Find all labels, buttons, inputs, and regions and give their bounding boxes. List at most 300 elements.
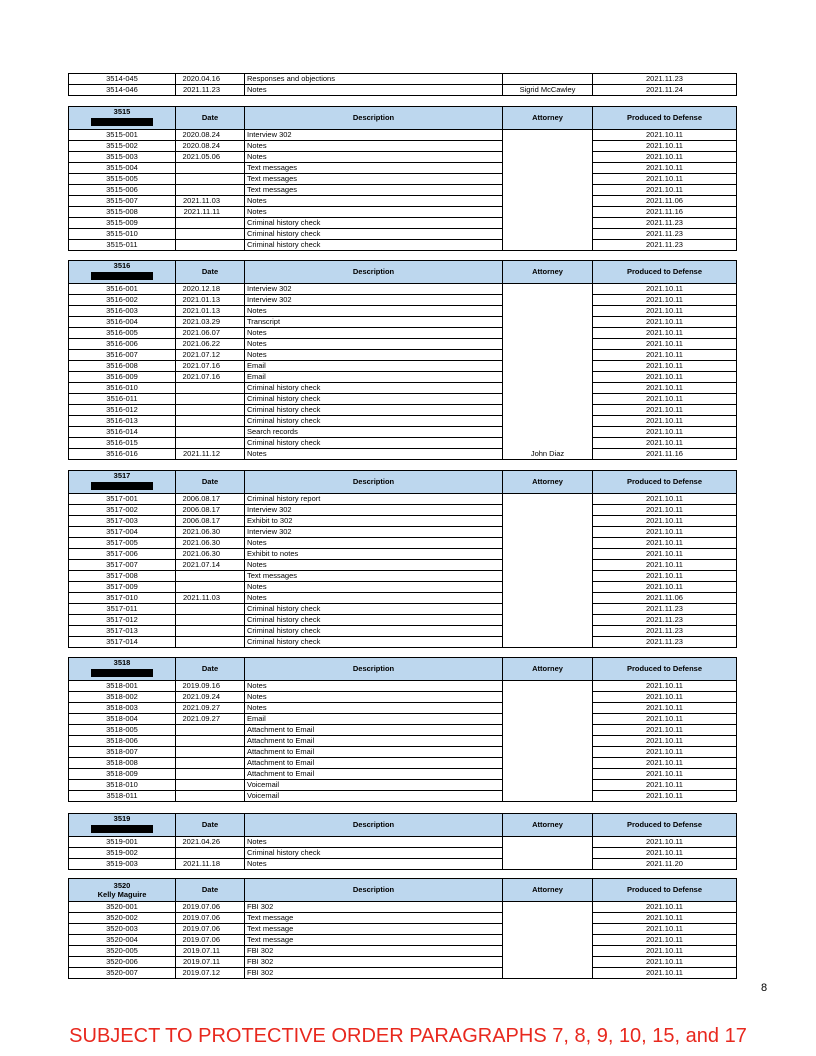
exhibit-description: Notes bbox=[245, 681, 503, 692]
table-row bbox=[69, 527, 737, 538]
produced-date: 2021.10.11 bbox=[593, 317, 737, 328]
exhibit-id: 3515-005 bbox=[69, 174, 176, 185]
exhibit-id: 3515-008 bbox=[69, 207, 176, 218]
table-row bbox=[69, 791, 737, 802]
table-row bbox=[69, 361, 737, 372]
exhibit-id: 3517-006 bbox=[69, 549, 176, 560]
exhibit-description: Criminal history check bbox=[245, 383, 503, 394]
exhibit-id: 3519-001 bbox=[69, 837, 176, 848]
produced-date: 2021.10.11 bbox=[593, 438, 737, 449]
exhibit-id: 3517-013 bbox=[69, 626, 176, 637]
exhibit-id: 3518-011 bbox=[69, 791, 176, 802]
exhibit-id: 3517-012 bbox=[69, 615, 176, 626]
table-row bbox=[69, 383, 737, 394]
exhibit-date: 2021.11.18 bbox=[176, 859, 245, 870]
table-row bbox=[69, 913, 737, 924]
table-row bbox=[69, 350, 737, 361]
exhibit-id: 3515-011 bbox=[69, 240, 176, 251]
witness-section-3520 bbox=[68, 878, 736, 979]
exhibit-id: 3516-003 bbox=[69, 306, 176, 317]
attorney-cell bbox=[503, 494, 593, 648]
table-row bbox=[69, 692, 737, 703]
produced-date: 2021.10.11 bbox=[593, 791, 737, 802]
witness-section-3516 bbox=[68, 260, 736, 460]
table-row bbox=[69, 405, 737, 416]
table-row bbox=[69, 935, 737, 946]
exhibit-date bbox=[176, 427, 245, 438]
table-row bbox=[69, 957, 737, 968]
table-header-row bbox=[69, 107, 737, 130]
produced-date: 2021.11.23 bbox=[593, 240, 737, 251]
exhibit-description: Notes bbox=[245, 207, 503, 218]
exhibit-description: Notes bbox=[245, 306, 503, 317]
protective-order-footer: SUBJECT TO PROTECTIVE ORDER PARAGRAPHS 7, 8, 9, 10, 15, and 17 bbox=[69, 1025, 747, 1047]
exhibit-id: 3516-013 bbox=[69, 416, 176, 427]
date-header: Date bbox=[176, 261, 245, 284]
produced-header: Produced to Defense bbox=[593, 261, 737, 284]
attorney-cell bbox=[503, 902, 593, 979]
table-row bbox=[69, 427, 737, 438]
produced-date: 2021.11.23 bbox=[593, 637, 737, 648]
exhibit-date bbox=[176, 604, 245, 615]
exhibit-id: 3518-005 bbox=[69, 725, 176, 736]
exhibit-description: Criminal history check bbox=[245, 218, 503, 229]
produced-date: 2021.10.11 bbox=[593, 913, 737, 924]
table-row bbox=[69, 328, 737, 339]
exhibit-date: 2006.08.17 bbox=[176, 505, 245, 516]
produced-date: 2021.10.11 bbox=[593, 924, 737, 935]
table-row bbox=[69, 848, 737, 859]
exhibit-date bbox=[176, 394, 245, 405]
exhibit-date: 2019.09.16 bbox=[176, 681, 245, 692]
attorney-cell bbox=[503, 681, 593, 802]
witness-number: 3517 bbox=[113, 471, 131, 480]
exhibit-date bbox=[176, 615, 245, 626]
table-row bbox=[69, 736, 737, 747]
exhibit-id: 3520-007 bbox=[69, 968, 176, 979]
attorney-cell: John Diaz bbox=[503, 284, 593, 460]
exhibit-description: Criminal history check bbox=[245, 848, 503, 859]
exhibit-description: Notes bbox=[245, 85, 503, 96]
produced-header: Produced to Defense bbox=[593, 471, 737, 494]
description-header: Description bbox=[245, 107, 503, 130]
exhibit-id: 3516-005 bbox=[69, 328, 176, 339]
produced-date: 2021.10.11 bbox=[593, 538, 737, 549]
produced-date: 2021.10.11 bbox=[593, 405, 737, 416]
exhibit-date: 2021.06.22 bbox=[176, 339, 245, 350]
produced-header: Produced to Defense bbox=[593, 814, 737, 837]
table-row bbox=[69, 626, 737, 637]
exhibit-description: Notes bbox=[245, 328, 503, 339]
exhibit-id: 3517-009 bbox=[69, 582, 176, 593]
table-row bbox=[69, 163, 737, 174]
produced-date: 2021.10.11 bbox=[593, 505, 737, 516]
redaction-bar bbox=[91, 669, 153, 677]
produced-date: 2021.10.11 bbox=[593, 714, 737, 725]
description-header: Description bbox=[245, 879, 503, 902]
witness-header bbox=[69, 814, 176, 837]
exhibit-date: 2021.09.24 bbox=[176, 692, 245, 703]
table-row bbox=[69, 152, 737, 163]
exhibit-date: 2021.07.14 bbox=[176, 560, 245, 571]
exhibit-description: Voicemail bbox=[245, 791, 503, 802]
exhibit-description: Text message bbox=[245, 913, 503, 924]
table-row bbox=[69, 769, 737, 780]
exhibit-description: Text message bbox=[245, 935, 503, 946]
exhibit-date: 2021.01.13 bbox=[176, 306, 245, 317]
exhibit-date: 2020.12.18 bbox=[176, 284, 245, 295]
redaction-bar bbox=[91, 272, 153, 280]
witness-section-3515 bbox=[68, 106, 736, 251]
exhibit-description: Text messages bbox=[245, 174, 503, 185]
table-row bbox=[69, 416, 737, 427]
produced-date: 2021.10.11 bbox=[593, 427, 737, 438]
exhibit-id: 3516-004 bbox=[69, 317, 176, 328]
produced-date: 2021.10.11 bbox=[593, 141, 737, 152]
exhibit-date bbox=[176, 163, 245, 174]
table-row bbox=[69, 130, 737, 141]
exhibit-description: Attachment to Email bbox=[245, 769, 503, 780]
exhibit-id: 3516-012 bbox=[69, 405, 176, 416]
exhibit-description: Interview 302 bbox=[245, 505, 503, 516]
exhibit-description: Email bbox=[245, 361, 503, 372]
exhibit-description: Criminal history check bbox=[245, 637, 503, 648]
produced-date: 2021.10.11 bbox=[593, 758, 737, 769]
description-header: Description bbox=[245, 814, 503, 837]
exhibit-description: Interview 302 bbox=[245, 295, 503, 306]
exhibit-id: 3516-011 bbox=[69, 394, 176, 405]
exhibit-description: Notes bbox=[245, 339, 503, 350]
exhibit-description: Criminal history report bbox=[245, 494, 503, 505]
exhibit-id: 3515-003 bbox=[69, 152, 176, 163]
exhibit-id: 3517-004 bbox=[69, 527, 176, 538]
exhibit-date bbox=[176, 438, 245, 449]
produced-date: 2021.10.11 bbox=[593, 306, 737, 317]
witness-number: 3520 bbox=[113, 881, 131, 890]
exhibit-date: 2021.06.30 bbox=[176, 549, 245, 560]
produced-date: 2021.10.11 bbox=[593, 837, 737, 848]
attorney-header: Attorney bbox=[503, 261, 593, 284]
exhibit-date: 2019.07.06 bbox=[176, 935, 245, 946]
exhibit-date: 2019.07.11 bbox=[176, 946, 245, 957]
exhibit-description: Attachment to Email bbox=[245, 758, 503, 769]
continuation-table bbox=[68, 73, 736, 96]
produced-date: 2021.10.11 bbox=[593, 372, 737, 383]
exhibit-id: 3518-008 bbox=[69, 758, 176, 769]
exhibit-id: 3515-002 bbox=[69, 141, 176, 152]
produced-header: Produced to Defense bbox=[593, 658, 737, 681]
exhibit-date: 2021.01.13 bbox=[176, 295, 245, 306]
exhibit-date bbox=[176, 405, 245, 416]
table-row bbox=[69, 438, 737, 449]
attorney-cell bbox=[503, 837, 593, 870]
produced-date: 2021.10.11 bbox=[593, 416, 737, 427]
produced-date: 2021.10.11 bbox=[593, 152, 737, 163]
exhibit-date bbox=[176, 848, 245, 859]
exhibit-description: Text messages bbox=[245, 571, 503, 582]
witness-number: 3519 bbox=[113, 814, 131, 823]
table-row bbox=[69, 449, 737, 460]
exhibit-description: Interview 302 bbox=[245, 527, 503, 538]
table-row bbox=[69, 317, 737, 328]
exhibit-id: 3516-001 bbox=[69, 284, 176, 295]
exhibit-id: 3518-004 bbox=[69, 714, 176, 725]
exhibit-date bbox=[176, 791, 245, 802]
produced-date: 2021.10.11 bbox=[593, 361, 737, 372]
exhibit-date: 2021.06.30 bbox=[176, 527, 245, 538]
produced-date: 2021.10.11 bbox=[593, 946, 737, 957]
exhibit-id: 3516-014 bbox=[69, 427, 176, 438]
table-row bbox=[69, 604, 737, 615]
produced-date: 2021.10.11 bbox=[593, 174, 737, 185]
exhibit-id: 3516-008 bbox=[69, 361, 176, 372]
exhibit-date bbox=[176, 626, 245, 637]
produced-date: 2021.11.23 bbox=[593, 229, 737, 240]
exhibit-id: 3518-006 bbox=[69, 736, 176, 747]
exhibit-id: 3520-002 bbox=[69, 913, 176, 924]
produced-date: 2021.11.24 bbox=[593, 85, 737, 96]
exhibit-description: Criminal history check bbox=[245, 604, 503, 615]
exhibit-description: Notes bbox=[245, 859, 503, 870]
table-row bbox=[69, 306, 737, 317]
produced-date: 2021.10.11 bbox=[593, 560, 737, 571]
exhibit-date: 2019.07.12 bbox=[176, 968, 245, 979]
exhibit-date: 2020.04.16 bbox=[176, 74, 245, 85]
exhibit-date bbox=[176, 383, 245, 394]
exhibit-date: 2021.04.26 bbox=[176, 837, 245, 848]
exhibit-id: 3516-007 bbox=[69, 350, 176, 361]
exhibit-id: 3520-005 bbox=[69, 946, 176, 957]
exhibit-id: 3520-004 bbox=[69, 935, 176, 946]
witness-header bbox=[69, 658, 176, 681]
produced-date: 2021.10.11 bbox=[593, 848, 737, 859]
description-header: Description bbox=[245, 471, 503, 494]
exhibit-date: 2021.05.06 bbox=[176, 152, 245, 163]
produced-date: 2021.10.11 bbox=[593, 328, 737, 339]
table-row bbox=[69, 681, 737, 692]
exhibit-description: Exhibit to 302 bbox=[245, 516, 503, 527]
witness-number: 3518 bbox=[113, 658, 131, 667]
produced-date: 2021.10.11 bbox=[593, 703, 737, 714]
exhibit-description: Notes bbox=[245, 703, 503, 714]
exhibit-description: Exhibit to notes bbox=[245, 549, 503, 560]
description-header: Description bbox=[245, 658, 503, 681]
table-row bbox=[69, 339, 737, 350]
witness-header bbox=[69, 261, 176, 284]
exhibit-id: 3520-003 bbox=[69, 924, 176, 935]
exhibit-description: Criminal history check bbox=[245, 438, 503, 449]
exhibit-date bbox=[176, 769, 245, 780]
produced-date: 2021.11.20 bbox=[593, 859, 737, 870]
table-row bbox=[69, 394, 737, 405]
exhibit-id: 3517-008 bbox=[69, 571, 176, 582]
exhibit-id: 3514-045 bbox=[69, 74, 176, 85]
table-row bbox=[69, 593, 737, 604]
exhibit-date bbox=[176, 571, 245, 582]
table-row bbox=[69, 571, 737, 582]
produced-date: 2021.10.11 bbox=[593, 769, 737, 780]
table-row bbox=[69, 859, 737, 870]
table-row bbox=[69, 902, 737, 913]
exhibit-id: 3518-010 bbox=[69, 780, 176, 791]
table-header-row bbox=[69, 814, 737, 837]
page-number: 8 bbox=[761, 982, 768, 994]
exhibit-description: FBI 302 bbox=[245, 946, 503, 957]
exhibit-date: 2021.09.27 bbox=[176, 703, 245, 714]
exhibit-date: 2021.09.27 bbox=[176, 714, 245, 725]
exhibit-description: Criminal history check bbox=[245, 416, 503, 427]
exhibit-date bbox=[176, 416, 245, 427]
table-row bbox=[69, 538, 737, 549]
table-row bbox=[69, 295, 737, 306]
table-header-row bbox=[69, 471, 737, 494]
produced-date: 2021.10.11 bbox=[593, 394, 737, 405]
exhibit-description: Notes bbox=[245, 582, 503, 593]
exhibit-date bbox=[176, 758, 245, 769]
produced-date: 2021.11.23 bbox=[593, 604, 737, 615]
table-row bbox=[69, 758, 737, 769]
date-header: Date bbox=[176, 879, 245, 902]
redaction-bar bbox=[91, 118, 153, 126]
produced-date: 2021.10.11 bbox=[593, 163, 737, 174]
witness-number: 3515 bbox=[113, 107, 131, 116]
exhibit-id: 3515-009 bbox=[69, 218, 176, 229]
exhibit-description: Notes bbox=[245, 449, 503, 460]
exhibit-id: 3516-015 bbox=[69, 438, 176, 449]
attorney-header: Attorney bbox=[503, 879, 593, 902]
exhibit-description: Email bbox=[245, 714, 503, 725]
exhibit-date: 2019.07.06 bbox=[176, 902, 245, 913]
produced-date: 2021.11.06 bbox=[593, 593, 737, 604]
exhibit-id: 3518-007 bbox=[69, 747, 176, 758]
exhibit-description: Criminal history check bbox=[245, 394, 503, 405]
exhibit-description: Notes bbox=[245, 350, 503, 361]
attorney-cell bbox=[503, 74, 593, 85]
exhibit-description: Email bbox=[245, 372, 503, 383]
exhibit-description: Criminal history check bbox=[245, 615, 503, 626]
produced-date: 2021.10.11 bbox=[593, 494, 737, 505]
attorney-header: Attorney bbox=[503, 658, 593, 681]
exhibit-description: Attachment to Email bbox=[245, 725, 503, 736]
attorney-cell: Sigrid McCawley bbox=[503, 85, 593, 96]
produced-date: 2021.10.11 bbox=[593, 725, 737, 736]
exhibit-description: Attachment to Email bbox=[245, 736, 503, 747]
date-header: Date bbox=[176, 658, 245, 681]
redaction-bar bbox=[91, 482, 153, 490]
exhibit-date bbox=[176, 780, 245, 791]
exhibit-id: 3518-002 bbox=[69, 692, 176, 703]
exhibit-date: 2020.08.24 bbox=[176, 141, 245, 152]
produced-date: 2021.10.11 bbox=[593, 295, 737, 306]
table-row bbox=[69, 505, 737, 516]
exhibit-description: FBI 302 bbox=[245, 902, 503, 913]
exhibit-id: 3516-010 bbox=[69, 383, 176, 394]
produced-date: 2021.10.11 bbox=[593, 527, 737, 538]
exhibit-id: 3518-003 bbox=[69, 703, 176, 714]
table-row bbox=[69, 946, 737, 957]
produced-date: 2021.10.11 bbox=[593, 582, 737, 593]
exhibit-description: Notes bbox=[245, 593, 503, 604]
produced-date: 2021.11.23 bbox=[593, 74, 737, 85]
table-row bbox=[69, 714, 737, 725]
exhibit-id: 3515-010 bbox=[69, 229, 176, 240]
produced-date: 2021.10.11 bbox=[593, 383, 737, 394]
redaction-bar bbox=[91, 825, 153, 833]
exhibit-description: Notes bbox=[245, 538, 503, 549]
witness-number: 3516 bbox=[113, 261, 131, 270]
exhibit-description: FBI 302 bbox=[245, 968, 503, 979]
exhibit-date: 2021.11.12 bbox=[176, 449, 245, 460]
exhibit-id: 3516-016 bbox=[69, 449, 176, 460]
table-row bbox=[69, 968, 737, 979]
attorney-header: Attorney bbox=[503, 471, 593, 494]
produced-date: 2021.10.11 bbox=[593, 350, 737, 361]
produced-header: Produced to Defense bbox=[593, 879, 737, 902]
exhibit-date: 2021.07.12 bbox=[176, 350, 245, 361]
table-row bbox=[69, 85, 737, 96]
table-row bbox=[69, 240, 737, 251]
exhibit-date bbox=[176, 185, 245, 196]
exhibit-description: Criminal history check bbox=[245, 405, 503, 416]
table-row bbox=[69, 780, 737, 791]
date-header: Date bbox=[176, 471, 245, 494]
exhibit-id: 3518-001 bbox=[69, 681, 176, 692]
exhibit-id: 3516-006 bbox=[69, 339, 176, 350]
table-row bbox=[69, 74, 737, 85]
description-header: Description bbox=[245, 261, 503, 284]
produced-date: 2021.11.16 bbox=[593, 207, 737, 218]
produced-date: 2021.10.11 bbox=[593, 516, 737, 527]
exhibit-id: 3517-010 bbox=[69, 593, 176, 604]
exhibit-date: 2021.11.23 bbox=[176, 85, 245, 96]
exhibit-date bbox=[176, 736, 245, 747]
exhibit-description: Notes bbox=[245, 152, 503, 163]
exhibit-date bbox=[176, 218, 245, 229]
exhibit-description: Text messages bbox=[245, 163, 503, 174]
produced-date: 2021.10.11 bbox=[593, 284, 737, 295]
table-row bbox=[69, 494, 737, 505]
table-row bbox=[69, 207, 737, 218]
exhibit-description: Notes bbox=[245, 196, 503, 207]
witness-header bbox=[69, 879, 176, 902]
exhibit-id: 3514-046 bbox=[69, 85, 176, 96]
table-row bbox=[69, 284, 737, 295]
table-row bbox=[69, 747, 737, 758]
table-row bbox=[69, 703, 737, 714]
exhibit-date bbox=[176, 240, 245, 251]
exhibit-description: Attachment to Email bbox=[245, 747, 503, 758]
witness-section-3518 bbox=[68, 657, 736, 802]
produced-date: 2021.10.11 bbox=[593, 339, 737, 350]
exhibit-description: Transcript bbox=[245, 317, 503, 328]
table-row bbox=[69, 196, 737, 207]
produced-date: 2021.10.11 bbox=[593, 968, 737, 979]
produced-date: 2021.10.11 bbox=[593, 902, 737, 913]
exhibit-id: 3517-003 bbox=[69, 516, 176, 527]
date-header: Date bbox=[176, 814, 245, 837]
produced-date: 2021.10.11 bbox=[593, 130, 737, 141]
exhibit-description: Text messages bbox=[245, 185, 503, 196]
produced-date: 2021.11.16 bbox=[593, 449, 737, 460]
exhibit-id: 3517-002 bbox=[69, 505, 176, 516]
produced-date: 2021.11.23 bbox=[593, 615, 737, 626]
exhibit-date: 2020.08.24 bbox=[176, 130, 245, 141]
exhibit-description: Interview 302 bbox=[245, 130, 503, 141]
table-row bbox=[69, 185, 737, 196]
table-row bbox=[69, 560, 737, 571]
table-row bbox=[69, 725, 737, 736]
witness-section-3517 bbox=[68, 470, 736, 648]
